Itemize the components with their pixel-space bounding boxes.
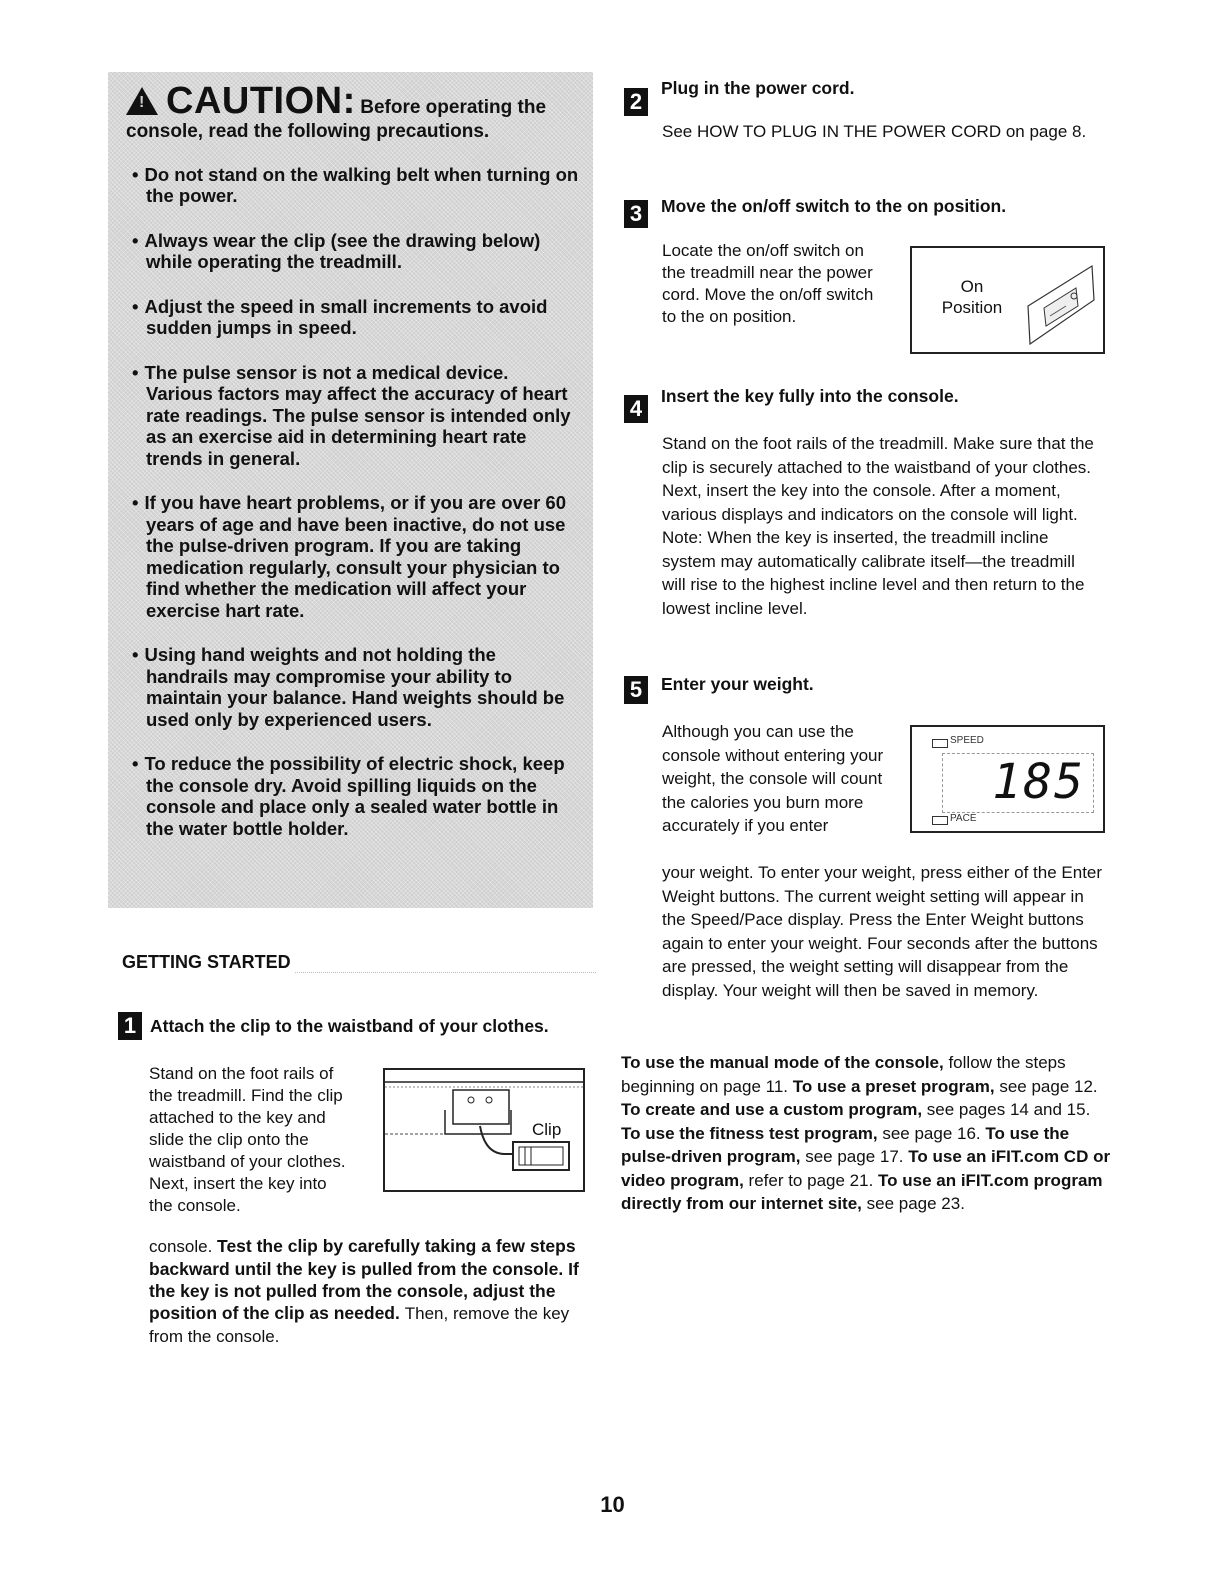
summary-text: see page 12. [994,1076,1098,1096]
caution-item: • Always wear the clip (see the drawing below) while operating the treadmill. [126,230,579,273]
step-3-text: Locate the on/off switch on the treadmill near the power cord. Move the on/off switch to the on position. [662,241,874,326]
summary-text: refer to page 21. [743,1170,879,1190]
caution-item: • To reduce the possibility of electric shock, keep the console dry. Avoid spilling liquids on the console and place only a sealed water bottle in the water bottle holder. [126,753,579,839]
summary-bold: To use a preset program, [792,1076,995,1096]
section-title: GETTING STARTED [118,952,295,973]
step-2-title: Plug in the power cord. [661,78,855,98]
caution-item: • Adjust the speed in small increments to avoid sudden jumps in speed. [126,296,579,339]
warning-triangle-icon [126,87,158,115]
step-3-title: Move the on/off switch to the on position. [661,196,1007,216]
program-summary [621,1051,1111,1216]
step-4-text: Stand on the foot rails of the treadmill. Make sure that the clip is securely attached to the waistband of your clothes. Next, insert the key into the console. After a moment, various displays and indicators on the console will light. Note: When the key is inserted, the treadmill incline system may automatically calibrate itself—the treadmill will rise to the highest incline level and then return to the lowest incline level. [662,434,1094,618]
caution-item: • Do not stand on the walking belt when turning on the power. [126,164,579,207]
step-1-title: Attach the clip to the waistband of your clothes. [150,1016,549,1036]
step-2-badge: 2 [624,88,648,116]
caution-box [108,72,593,908]
summary-text: see pages 14 and 15. [922,1100,1091,1119]
step-3-badge: 3 [624,200,648,228]
step-1-end-text: Then, remove the key from the console. [149,1304,570,1346]
summary-text: follow the steps beginning on page 11. [621,1053,1066,1096]
speed-indicator-icon [932,739,948,748]
on-label: On [960,277,984,296]
step-1-text-cont: console. [149,1237,218,1256]
speed-pace-display-figure [910,725,1105,833]
caution-heading [126,82,579,142]
caution-item: • Using hand weights and not holding the handrails may compromise your ability to maintain your balance. Hand weights should be used only by experienced users. [126,644,579,730]
step-2-text: See HOW TO PLUG IN THE POWER CORD on page 8. [662,122,1087,141]
caution-subtitle: console, read the following precautions. [126,120,490,142]
caution-item: • The pulse sensor is not a medical device. Various factors may affect the accuracy of heart rate readings. The pulse sensor is intended only as an exercise aid in determining heart rate trends in general. [126,362,579,470]
summary-bold: To use the pulse-driven program, [621,1123,1070,1166]
weight-display-value: 185 [992,754,1085,810]
clip-figure [383,1068,585,1192]
summary-text: see page 16. [877,1123,986,1143]
page-number: 10 [600,1492,625,1517]
step-5-full-text: your weight. To enter your weight, press either of the Enter Weight buttons. The current weight setting will appear in the Speed/Pace display. Press the Enter Weight buttons again to enter your weight. Four seconds after the buttons are pressed, the weight setting will disappear from the display. Your weight will then be saved in memory. [662,863,1103,1000]
summary-bold: To use the manual mode of the console, [621,1053,944,1072]
summary-bold: To use the fitness test program, [621,1123,878,1143]
on-position-figure [910,246,1105,354]
caution-subtitle-inline: Before operating the [360,97,547,118]
weight-display [942,753,1094,813]
position-label: Position [941,298,1003,317]
summary-bold: To use an iFIT.com CD or video program, [621,1147,1111,1190]
step-1-text: Stand on the foot rails of the treadmill. Find the clip attached to the key and slide the clip onto the waistband of your clothes. Next, insert the key into the console. [149,1064,346,1215]
step-5-title: Enter your weight. [661,674,814,694]
step-1-bold-text [149,1235,599,1348]
caution-item: • If you have heart problems, or if you are over 60 years of age and have been inactive, do not use the pulse-driven program. If you are taking medication regularly, consult your physician to find whether the medication will affect your exercise hart rate. [126,492,579,621]
step-5-wrap-text: Although you can use the console without entering your weight, the console will count the calories you burn more accurately if you enter [662,722,884,835]
step-1-badge: 1 [118,1012,142,1040]
pace-indicator-icon [932,816,948,825]
summary-bold: To use an iFIT.com program directly from our internet site, [621,1170,1103,1213]
step-4-title: Insert the key fully into the console. [661,386,959,406]
summary-bold: To create and use a custom program, [621,1100,923,1119]
switch-icon [1022,256,1102,346]
clip-figure-label: Clip [532,1120,562,1139]
step-1-warning-text: Test the clip by carefully taking a few steps backward until the key is pulled from the console. If the key is not pulled from the console, adjust the position of the clip as needed. [149,1236,579,1323]
summary-text: see page 23. [861,1194,965,1213]
step-4-badge: 4 [624,395,648,423]
pace-label: PACE [950,813,977,824]
on-position-label [934,276,1010,318]
step-5-badge: 5 [624,676,648,704]
speed-label: SPEED [950,735,984,746]
caution-list [126,164,579,840]
caution-title: CAUTION: [166,80,356,122]
summary-text: see page 17. [800,1147,909,1166]
